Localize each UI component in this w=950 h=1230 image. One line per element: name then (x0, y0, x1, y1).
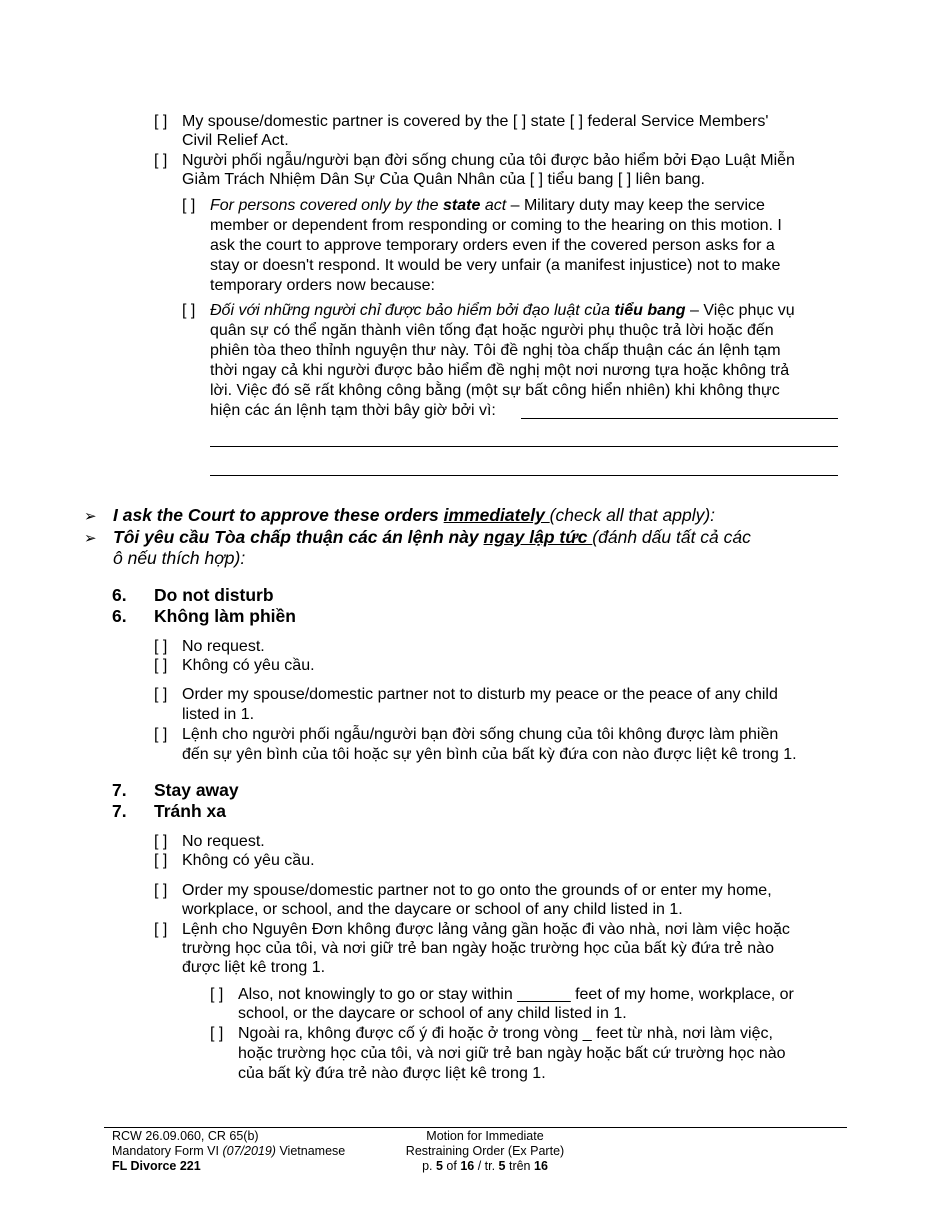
s7-also-vi-line-3: của bất kỳ đứa trẻ nào được liệt kê trong 1. (238, 1065, 546, 1082)
s7-no-request-en-checkbox[interactable]: [ ] (154, 833, 168, 850)
state-vi-checkbox[interactable]: [ ] (182, 302, 196, 319)
reason-fill-line-1[interactable] (521, 418, 838, 419)
scra-en-checkbox[interactable]: [ ] (154, 113, 168, 130)
s6-order-en-line-2: listed in 1. (182, 706, 255, 723)
s7-order-vi-line-2: trường học của tôi, và nơi giữ trẻ ban ngày hoặc trường học của bất kỳ đứa trẻ nào (182, 940, 774, 957)
state-en-lead-2: act (480, 197, 507, 214)
immediate-en-tail: (check all that apply): (549, 505, 716, 525)
s6-no-request-vi: Không có yêu cầu. (182, 657, 315, 674)
bullet-arrow-icon: ➢ (84, 530, 97, 547)
s7-also-en-line-2: school, or the daycare or school of any child listed in 1. (238, 1005, 627, 1022)
s7-no-request-vi-checkbox[interactable]: [ ] (154, 852, 168, 869)
section-6-number-vi: 6. (112, 606, 127, 626)
footer-form-id: FL Divorce 221 (112, 1159, 201, 1173)
reason-fill-line-3[interactable] (210, 475, 838, 476)
scra-vi-line-1: Người phối ngẫu/người bạn đời sống chung của tôi được bảo hiểm bởi Đạo Luật Miễn (182, 152, 795, 169)
scra-vi-line-2: Giảm Trách Nhiệm Dân Sự Của Quân Nhân của [ ] tiểu bang [ ] liên bang. (182, 171, 705, 188)
s7-also-en-line-1: Also, not knowingly to go or stay within ______ feet of my home, workplace, or (238, 986, 794, 1003)
s7-order-vi-line-1: Lệnh cho Nguyên Đơn không được lảng vảng gần hoặc đi vào nhà, nơi làm việc hoặc (182, 921, 790, 938)
s7-order-en-line-1: Order my spouse/domestic partner not to go onto the grounds of or enter my home, (182, 882, 772, 899)
footer-page-total-vi: 16 (534, 1159, 548, 1173)
footer-page-number (380, 1159, 590, 1174)
s7-no-request-en: No request. (182, 833, 265, 850)
s7-also-en-checkbox[interactable]: [ ] (210, 986, 224, 1003)
s6-no-request-en-checkbox[interactable]: [ ] (154, 638, 168, 655)
section-6-number: 6. (112, 585, 127, 605)
state-vi-line-3: phiên tòa theo thỉnh nguyện thư này. Tôi đề nghị tòa chấp thuận các án lệnh tạm (210, 342, 781, 359)
s6-order-vi-checkbox[interactable]: [ ] (154, 726, 168, 743)
footer-divider (104, 1127, 847, 1128)
s7-also-vi-line-1: Ngoài ra, không được cố ý đi hoặc ở trong vòng _ feet từ nhà, nơi làm việc, (238, 1025, 773, 1042)
state-en-line-1 (210, 196, 765, 215)
footer-statute: RCW 26.09.060, CR 65(b) (112, 1129, 259, 1143)
state-vi-lead: Đối với những người chỉ được bảo hiểm bởi đạo luật của (210, 302, 615, 319)
footer-page-of: of (442, 1159, 461, 1173)
state-vi-lead-bold: tiểu bang (614, 302, 686, 319)
state-en-lead: For persons covered only by the (210, 197, 444, 214)
immediate-vi-line-2 (113, 548, 245, 569)
footer-page-mid: / tr. (474, 1159, 499, 1173)
footer-page-current-vi: 5 (498, 1159, 506, 1173)
footer-title-2: Restraining Order (Ex Parte) (405, 1144, 565, 1158)
immediate-en-lead: I ask the Court to approve these orders (113, 505, 444, 525)
state-en-checkbox[interactable]: [ ] (182, 197, 196, 214)
footer-title-1: Motion for Immediate (426, 1129, 544, 1143)
s6-order-en-checkbox[interactable]: [ ] (154, 686, 168, 703)
footer-page-tren: trên (505, 1159, 534, 1173)
immediate-vi (113, 527, 751, 548)
s6-no-request-en: No request. (182, 638, 265, 655)
immediate-vi-tail-2: ô nếu thích hợp): (113, 548, 246, 568)
immediate-vi-lead: Tôi yêu cầu Tòa chấp thuận các án lệnh này (113, 527, 484, 547)
section-7-number: 7. (112, 780, 127, 800)
scra-en-line-2: Civil Relief Act. (182, 132, 289, 149)
state-en-first-rest: – Military duty may keep the service (506, 197, 765, 214)
s7-also-vi-checkbox[interactable]: [ ] (210, 1025, 224, 1042)
state-vi-first-rest: – Việc phục vụ (685, 302, 795, 319)
bullet-arrow-icon: ➢ (84, 508, 97, 525)
scra-vi-checkbox[interactable]: [ ] (154, 152, 168, 169)
s7-order-en-checkbox[interactable]: [ ] (154, 882, 168, 899)
state-vi-line-6: hiện các án lệnh tạm thời bây giờ bởi vì: (210, 402, 496, 419)
section-6-title-en: Do not disturb (154, 585, 274, 605)
s6-order-vi-line-1: Lệnh cho người phối ngẫu/người bạn đời sống chung của tôi không được làm phiền (182, 726, 779, 743)
footer-page-prefix: p. (422, 1159, 436, 1173)
footer-form-date: (07/2019) (222, 1144, 276, 1158)
state-vi-line-5: lời. Việc đó sẽ rất không công bằng (một sự bất công hiển nhiên) khi không thực (210, 382, 780, 399)
section-6-title-vi: Không làm phiền (154, 606, 296, 626)
state-vi-line-4: thời ngay cả khi người được bảo hiểm đề nghị một nơi nương tựa hoặc không trả (210, 362, 790, 379)
s7-order-vi-line-3: được liệt kê trong 1. (182, 959, 326, 976)
footer-page-current: 5 (436, 1159, 443, 1173)
s6-no-request-vi-checkbox[interactable]: [ ] (154, 657, 168, 674)
state-en-line-5: temporary orders now because: (210, 277, 435, 294)
scra-en-line-1: My spouse/domestic partner is covered by the [ ] state [ ] federal Service Members' (182, 113, 769, 130)
immediate-en (113, 505, 715, 526)
footer-form-version (112, 1144, 345, 1159)
s6-order-en-line-1: Order my spouse/domestic partner not to disturb my peace or the peace of any child (182, 686, 778, 703)
s7-no-request-vi: Không có yêu cầu. (182, 852, 315, 869)
footer-page-total: 16 (460, 1159, 475, 1173)
reason-fill-line-2[interactable] (210, 446, 838, 447)
immediate-vi-underlined: ngay lập tức (483, 527, 593, 547)
state-en-line-2: member or dependent from responding or coming to the hearing on this motion. I (210, 217, 782, 234)
state-vi-line-2: quân sự có thể ngăn thành viên tống đạt hoặc người phụ thuộc trả lời hoặc đến (210, 322, 774, 339)
s6-order-vi-line-2: đến sự yên bình của tôi hoặc sự yên bình của bất kỳ đứa con nào được liệt kê trong 1. (182, 746, 797, 763)
s7-also-vi-line-2: hoặc trường học của tôi, và nơi giữ trẻ ban ngày hoặc bất cứ trường học nào (238, 1045, 786, 1062)
s7-order-vi-checkbox[interactable]: [ ] (154, 921, 168, 938)
state-en-lead-bold: state (443, 197, 481, 214)
immediate-en-underlined: immediately (443, 505, 550, 525)
footer-form-language: Vietnamese (275, 1144, 346, 1158)
s7-order-en-line-2: workplace, or school, and the daycare or school of any child listed in 1. (182, 901, 683, 918)
section-7-number-vi: 7. (112, 801, 127, 821)
section-7-title-en: Stay away (154, 780, 239, 800)
state-vi-line-1 (210, 301, 795, 320)
immediate-vi-tail: (đánh dấu tất cả các (592, 527, 751, 547)
footer-form-label: Mandatory Form VI (112, 1144, 223, 1158)
state-en-line-4: stay or doesn't respond. It would be very unfair (a manifest injustice) not to make (210, 257, 781, 274)
state-en-line-3: ask the court to approve temporary orders even if the covered person asks for a (210, 237, 775, 254)
section-7-title-vi: Tránh xa (154, 801, 226, 821)
